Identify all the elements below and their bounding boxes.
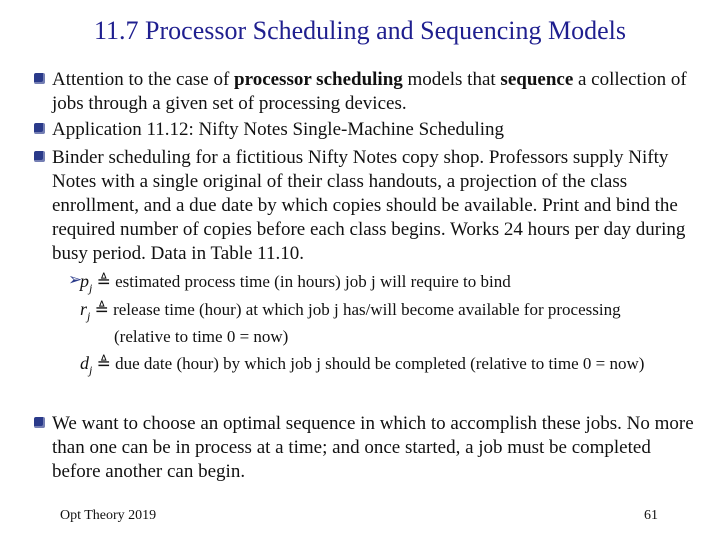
arrow-bullet-icon: ➢ [68, 270, 83, 289]
definition-r: $r_j$ ≜ release time (hour) at which job j has/will become available for processing [80, 299, 621, 323]
square-bullet-icon [34, 417, 45, 428]
bullet-text: Application 11.12: Nifty Notes Single-Machine Scheduling [52, 119, 505, 140]
square-bullet-icon [34, 123, 45, 134]
bold-term: sequence [500, 69, 574, 90]
square-bullet-icon [34, 151, 45, 162]
definition-d: $d_j$ ≜ due date (hour) by which job j should be completed (relative to time 0 = now) [80, 353, 645, 377]
bullet-text: We want to choose an optimal sequence in which to accomplish these jobs. No more than one can be in process at a time; and once started, a job must be completed before another can begin. [52, 413, 694, 482]
page-number: 61 [644, 508, 658, 523]
bullet-text: Attention to the case of processor scheduling models that sequence a collection of jobs through a given set of processing devices. [52, 69, 687, 114]
definition-r-continuation: (relative to time 0 = now) [114, 327, 289, 346]
definition-p: $p_j$ ≜ estimated process time (in hours) job j will require to bind [80, 271, 511, 295]
bold-term: processor scheduling [234, 69, 403, 90]
square-bullet-icon [34, 73, 45, 84]
slide-title: 11.7 Processor Scheduling and Sequencing Models [94, 16, 626, 45]
footer-course: Opt Theory 2019 [60, 508, 157, 523]
bullet-text: Binder scheduling for a fictitious Nifty Notes copy shop. Professors supply Nifty Notes with a single original of their class handouts, a projection of the class enrollment, and a due date by which copies should be available. Print and bind the required number of copies before each class begins. Works 24 hours per day during busy period. Data in Table 11.10. [52, 147, 686, 264]
